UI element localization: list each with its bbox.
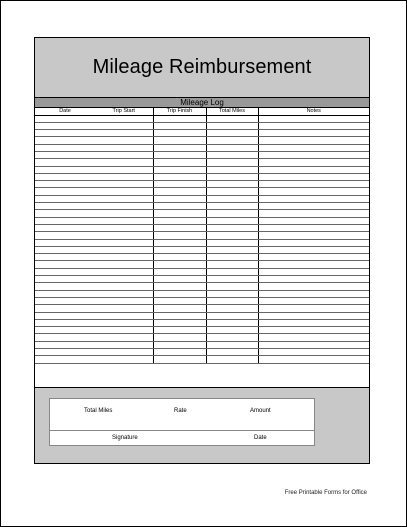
log-cell[interactable] (95, 210, 153, 217)
summary-signature-row[interactable] (50, 432, 314, 446)
log-cell[interactable] (95, 203, 153, 210)
log-cell[interactable] (153, 224, 206, 231)
log-cell[interactable] (95, 232, 153, 239)
log-cell[interactable] (95, 356, 153, 363)
log-cell[interactable] (153, 334, 206, 341)
log-cell[interactable] (153, 203, 206, 210)
log-row (35, 188, 369, 195)
log-cell[interactable] (35, 137, 95, 144)
log-body (35, 115, 369, 363)
log-cell[interactable] (95, 305, 153, 312)
log-cell[interactable] (35, 115, 95, 122)
log-cell[interactable] (35, 203, 95, 210)
log-cell[interactable] (153, 130, 206, 137)
log-row (35, 195, 369, 202)
log-cell[interactable] (95, 130, 153, 137)
log-cell[interactable] (35, 261, 95, 268)
log-cell[interactable] (258, 334, 369, 341)
log-cell[interactable] (258, 144, 369, 151)
log-cell[interactable] (35, 297, 95, 304)
log-cell[interactable] (206, 239, 258, 246)
log-cell[interactable] (258, 297, 369, 304)
log-cell[interactable] (35, 319, 95, 326)
log-cell[interactable] (258, 239, 369, 246)
log-cell[interactable] (258, 246, 369, 253)
log-cell[interactable] (153, 151, 206, 158)
log-cell[interactable] (153, 261, 206, 268)
log-row (35, 115, 369, 122)
summary-box (49, 398, 315, 446)
summary-band (34, 388, 370, 464)
log-row (35, 130, 369, 137)
log-cell[interactable] (206, 144, 258, 151)
log-cell[interactable] (95, 268, 153, 275)
log-cell[interactable] (153, 290, 206, 297)
log-cell[interactable] (35, 188, 95, 195)
log-cell[interactable] (95, 188, 153, 195)
log-row (35, 290, 369, 297)
log-cell[interactable] (35, 254, 95, 261)
log-cell[interactable] (206, 232, 258, 239)
log-row (35, 181, 369, 188)
log-cell[interactable] (35, 224, 95, 231)
log-cell[interactable] (258, 268, 369, 275)
log-cell[interactable] (35, 268, 95, 275)
log-cell[interactable] (206, 130, 258, 137)
log-row (35, 349, 369, 356)
log-cell[interactable] (35, 305, 95, 312)
log-row (35, 159, 369, 166)
log-cell[interactable] (258, 312, 369, 319)
log-row (35, 283, 369, 290)
mileage-log-section (34, 97, 370, 388)
log-cell[interactable] (206, 188, 258, 195)
log-cell[interactable] (35, 181, 95, 188)
log-cell[interactable] (35, 166, 95, 173)
log-cell[interactable] (35, 144, 95, 151)
form-title: Mileage Reimbursement (92, 56, 312, 78)
log-row (35, 319, 369, 326)
log-cell[interactable] (206, 181, 258, 188)
log-cell[interactable] (258, 151, 369, 158)
log-row (35, 224, 369, 231)
log-cell[interactable] (153, 195, 206, 202)
log-cell[interactable] (153, 349, 206, 356)
log-cell[interactable] (35, 327, 95, 334)
log-cell[interactable] (95, 283, 153, 290)
log-cell[interactable] (258, 319, 369, 326)
log-cell[interactable] (35, 232, 95, 239)
log-cell[interactable] (258, 254, 369, 261)
log-row (35, 327, 369, 334)
log-cell[interactable] (206, 356, 258, 363)
log-cell[interactable] (153, 276, 206, 283)
log-row (35, 356, 369, 363)
log-cell[interactable] (35, 349, 95, 356)
log-cell[interactable] (95, 239, 153, 246)
log-caption: Mileage Log (35, 97, 369, 108)
log-cell[interactable] (35, 151, 95, 158)
log-row (35, 210, 369, 217)
log-cell[interactable] (95, 261, 153, 268)
log-row (35, 232, 369, 239)
log-row (35, 312, 369, 319)
log-row (35, 276, 369, 283)
log-cell[interactable] (206, 217, 258, 224)
log-cell[interactable] (258, 188, 369, 195)
log-cell[interactable] (258, 341, 369, 348)
total-miles-label: Total Miles (84, 408, 113, 414)
log-cell[interactable] (258, 261, 369, 268)
log-cell[interactable] (35, 356, 95, 363)
log-cell[interactable] (206, 137, 258, 144)
log-cell[interactable] (258, 232, 369, 239)
log-cell[interactable] (95, 246, 153, 253)
log-cell[interactable] (35, 341, 95, 348)
brand-footer: Free Printable Forms for Office (284, 490, 367, 496)
log-cell[interactable] (95, 276, 153, 283)
log-header-row (35, 108, 369, 115)
log-cell[interactable] (95, 254, 153, 261)
log-cell[interactable] (35, 217, 95, 224)
log-cell[interactable] (35, 210, 95, 217)
log-cell[interactable] (35, 195, 95, 202)
date-label: Date (254, 435, 267, 441)
signature-label: Signature (112, 435, 138, 441)
log-cell[interactable] (153, 268, 206, 275)
log-cell[interactable] (35, 122, 95, 129)
log-row (35, 261, 369, 268)
summary-totals-row[interactable] (50, 399, 314, 431)
log-cell[interactable] (258, 166, 369, 173)
log-cell[interactable] (258, 137, 369, 144)
log-cell[interactable] (258, 130, 369, 137)
log-cell[interactable] (206, 349, 258, 356)
log-cell[interactable] (206, 151, 258, 158)
log-cell[interactable] (153, 188, 206, 195)
log-cell[interactable] (206, 159, 258, 166)
log-cell[interactable] (153, 166, 206, 173)
log-row (35, 239, 369, 246)
log-cell[interactable] (95, 195, 153, 202)
log-row (35, 217, 369, 224)
column-header-trip-finish: Trip Finish (153, 108, 206, 115)
log-cell[interactable] (206, 283, 258, 290)
log-cell[interactable] (258, 159, 369, 166)
log-cell[interactable] (258, 290, 369, 297)
log-cell[interactable] (206, 334, 258, 341)
log-cell[interactable] (95, 319, 153, 326)
log-cell[interactable] (95, 151, 153, 158)
log-cell[interactable] (35, 130, 95, 137)
log-cell[interactable] (95, 312, 153, 319)
mileage-log-table (35, 108, 369, 364)
log-cell[interactable] (35, 290, 95, 297)
log-cell[interactable] (258, 276, 369, 283)
log-cell[interactable] (35, 334, 95, 341)
log-cell[interactable] (153, 246, 206, 253)
form-header (34, 37, 370, 97)
log-cell[interactable] (95, 341, 153, 348)
log-cell[interactable] (206, 254, 258, 261)
log-cell[interactable] (153, 312, 206, 319)
log-cell[interactable] (95, 327, 153, 334)
log-cell[interactable] (258, 203, 369, 210)
log-cell[interactable] (153, 254, 206, 261)
log-cell[interactable] (95, 217, 153, 224)
log-cell[interactable] (258, 210, 369, 217)
log-cell[interactable] (206, 305, 258, 312)
log-cell[interactable] (95, 122, 153, 129)
log-cell[interactable] (35, 312, 95, 319)
log-cell[interactable] (153, 356, 206, 363)
log-cell[interactable] (206, 195, 258, 202)
log-row (35, 166, 369, 173)
log-row (35, 137, 369, 144)
rate-label: Rate (174, 408, 187, 414)
log-cell[interactable] (258, 173, 369, 180)
log-row (35, 297, 369, 304)
log-row (35, 334, 369, 341)
log-cell[interactable] (206, 203, 258, 210)
log-cell[interactable] (153, 327, 206, 334)
log-cell[interactable] (258, 349, 369, 356)
log-cell[interactable] (153, 159, 206, 166)
column-header-trip-start: Trip Start (95, 108, 153, 115)
column-header-date: Date (35, 108, 95, 115)
log-row (35, 341, 369, 348)
log-cell[interactable] (153, 217, 206, 224)
log-row (35, 173, 369, 180)
log-cell[interactable] (206, 290, 258, 297)
log-cell[interactable] (206, 297, 258, 304)
log-cell[interactable] (95, 290, 153, 297)
log-row (35, 203, 369, 210)
log-row (35, 246, 369, 253)
log-row (35, 305, 369, 312)
log-row (35, 144, 369, 151)
log-cell[interactable] (206, 173, 258, 180)
log-row (35, 122, 369, 129)
log-cell[interactable] (206, 312, 258, 319)
log-cell[interactable] (258, 195, 369, 202)
log-cell[interactable] (153, 210, 206, 217)
log-cell[interactable] (206, 327, 258, 334)
log-cell[interactable] (206, 210, 258, 217)
column-header-total-miles: Total Miles (206, 108, 258, 115)
log-cell[interactable] (95, 159, 153, 166)
log-cell[interactable] (153, 319, 206, 326)
log-cell[interactable] (206, 341, 258, 348)
log-cell[interactable] (258, 181, 369, 188)
log-cell[interactable] (206, 246, 258, 253)
log-cell[interactable] (35, 159, 95, 166)
log-cell[interactable] (206, 276, 258, 283)
log-cell[interactable] (95, 137, 153, 144)
log-cell[interactable] (95, 173, 153, 180)
log-cell[interactable] (258, 283, 369, 290)
log-cell[interactable] (95, 349, 153, 356)
log-cell[interactable] (95, 297, 153, 304)
log-cell[interactable] (258, 217, 369, 224)
log-cell[interactable] (206, 122, 258, 129)
log-cell[interactable] (95, 181, 153, 188)
column-header-notes: Notes (258, 108, 369, 115)
log-cell[interactable] (153, 341, 206, 348)
log-cell[interactable] (35, 276, 95, 283)
log-cell[interactable] (258, 327, 369, 334)
log-cell[interactable] (95, 115, 153, 122)
log-row (35, 268, 369, 275)
log-cell[interactable] (258, 224, 369, 231)
log-cell[interactable] (35, 283, 95, 290)
log-cell[interactable] (95, 224, 153, 231)
log-cell[interactable] (206, 224, 258, 231)
log-cell[interactable] (153, 232, 206, 239)
log-row (35, 151, 369, 158)
log-cell[interactable] (206, 261, 258, 268)
log-cell[interactable] (35, 246, 95, 253)
log-cell[interactable] (153, 137, 206, 144)
log-cell[interactable] (206, 268, 258, 275)
log-cell[interactable] (153, 173, 206, 180)
log-cell[interactable] (153, 181, 206, 188)
log-cell[interactable] (95, 144, 153, 151)
log-cell[interactable] (153, 305, 206, 312)
log-cell[interactable] (206, 319, 258, 326)
log-cell[interactable] (153, 283, 206, 290)
log-row (35, 254, 369, 261)
log-cell[interactable] (95, 166, 153, 173)
log-cell[interactable] (153, 239, 206, 246)
log-cell[interactable] (206, 115, 258, 122)
log-cell[interactable] (153, 115, 206, 122)
log-cell[interactable] (35, 239, 95, 246)
log-cell[interactable] (95, 334, 153, 341)
log-cell[interactable] (206, 166, 258, 173)
amount-label: Amount (250, 408, 271, 414)
log-cell[interactable] (258, 305, 369, 312)
log-cell[interactable] (258, 356, 369, 363)
log-cell[interactable] (258, 115, 369, 122)
log-cell[interactable] (153, 122, 206, 129)
log-cell[interactable] (258, 122, 369, 129)
log-cell[interactable] (35, 173, 95, 180)
log-cell[interactable] (153, 297, 206, 304)
log-cell[interactable] (153, 144, 206, 151)
